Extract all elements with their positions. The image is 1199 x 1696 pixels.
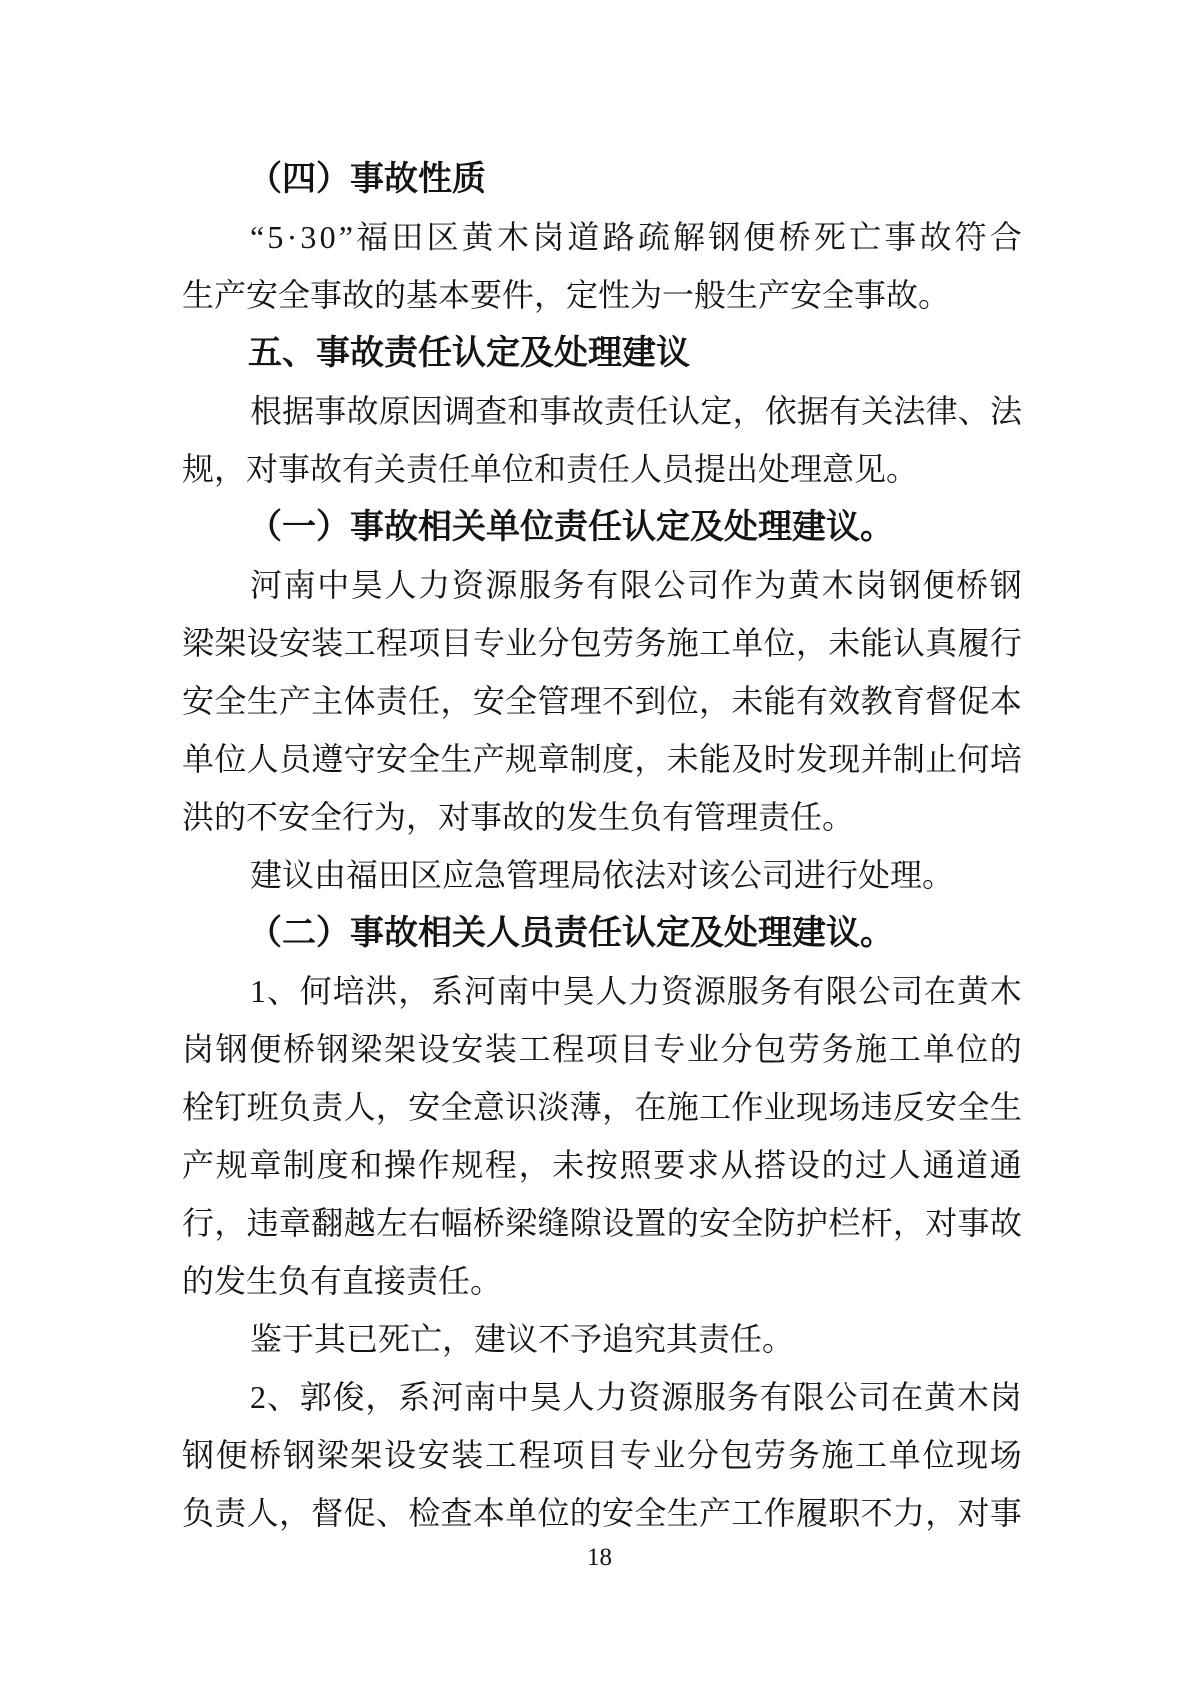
- text-line: 岗 钢 便 桥 钢 梁 架 设 安 装 工 程 项 目 专 业 分 包 劳 务 施 工 单 位 的: [182, 1031, 1022, 1067]
- section-heading-person-responsibility: （二）事故相关人员责任认定及处理建议。: [248, 914, 894, 952]
- text-line: 建议由福田区应急管理局依法对该公司进行处理。: [250, 857, 955, 893]
- text-line: 鉴于其已死亡，建议不予追究其责任。: [250, 1321, 795, 1357]
- text-line: 负 责 人 ， 督 促 、 检 查 本 单 位 的 安 全 生 产 工 作 履 职 不 力 ， 对 事: [182, 1495, 1022, 1531]
- section-heading-responsibility: 五、事故责任认定及处理建议: [248, 334, 690, 372]
- text-line: 生产安全事故的基本要件，定性为一般生产安全事故。: [182, 277, 951, 313]
- text-line: 2 、 郭 俊 ， 系 河 南 中 昊 人 力 资 源 服 务 有 限 公 司 在 黄 木 岗: [250, 1379, 1022, 1415]
- text-line: 单 位 人 员 遵 守 安 全 生 产 规 章 制 度 ， 未 能 及 时 发 现 并 制 止 何 培: [182, 741, 1022, 777]
- document-body: [182, 150, 1022, 1542]
- text-line: 安 全 生 产 主 体 责 任 ， 安 全 管 理 不 到 位 ， 未 能 有 效 教 育 督 促 本: [182, 683, 1022, 719]
- text-line: 根 据 事 故 原 因 调 查 和 事 故 责 任 认 定 ， 依 据 有 关 法 律 、 法: [250, 393, 1022, 429]
- text-line: “ 5 · 3 0 ” 福 田 区 黄 木 岗 道 路 疏 解 钢 便 桥 死 亡 事 故 符 合: [250, 219, 1022, 255]
- section-heading-unit-responsibility: （一）事故相关单位责任认定及处理建议。: [248, 508, 894, 546]
- text-line: 规，对事故有关责任单位和责任人员提出处理意见。: [182, 451, 919, 487]
- text-line: 行 ， 违 章 翻 越 左 右 幅 桥 梁 缝 隙 设 置 的 安 全 防 护 栏 杆 ， 对 事 故: [182, 1205, 1022, 1241]
- text-line: 栓 钉 班 负 责 人 ， 安 全 意 识 淡 薄 ， 在 施 工 作 业 现 场 违 反 安 全 生: [182, 1089, 1022, 1125]
- text-line: 洪的不安全行为，对事故的发生负有管理责任。: [182, 799, 855, 835]
- page-number: 18: [587, 1544, 612, 1571]
- text-line: 1 、 何 培 洪 ， 系 河 南 中 昊 人 力 资 源 服 务 有 限 公 司 在 黄 木: [250, 973, 1022, 1009]
- text-line: 的发生负有直接责任。: [182, 1263, 503, 1299]
- text-line: 梁 架 设 安 装 工 程 项 目 专 业 分 包 劳 务 施 工 单 位 ， 未 能 认 真 履 行: [182, 625, 1022, 661]
- text-line: 河 南 中 昊 人 力 资 源 服 务 有 限 公 司 作 为 黄 木 岗 钢 便 桥 钢: [250, 567, 1022, 603]
- section-heading-accident-nature: （四）事故性质: [248, 160, 486, 198]
- text-line: 产 规 章 制 度 和 操 作 规 程 ， 未 按 照 要 求 从 搭 设 的 过 人 通 道 通: [182, 1147, 1022, 1183]
- text-line: 钢 便 桥 钢 梁 架 设 安 装 工 程 项 目 专 业 分 包 劳 务 施 工 单 位 现 场: [182, 1437, 1022, 1473]
